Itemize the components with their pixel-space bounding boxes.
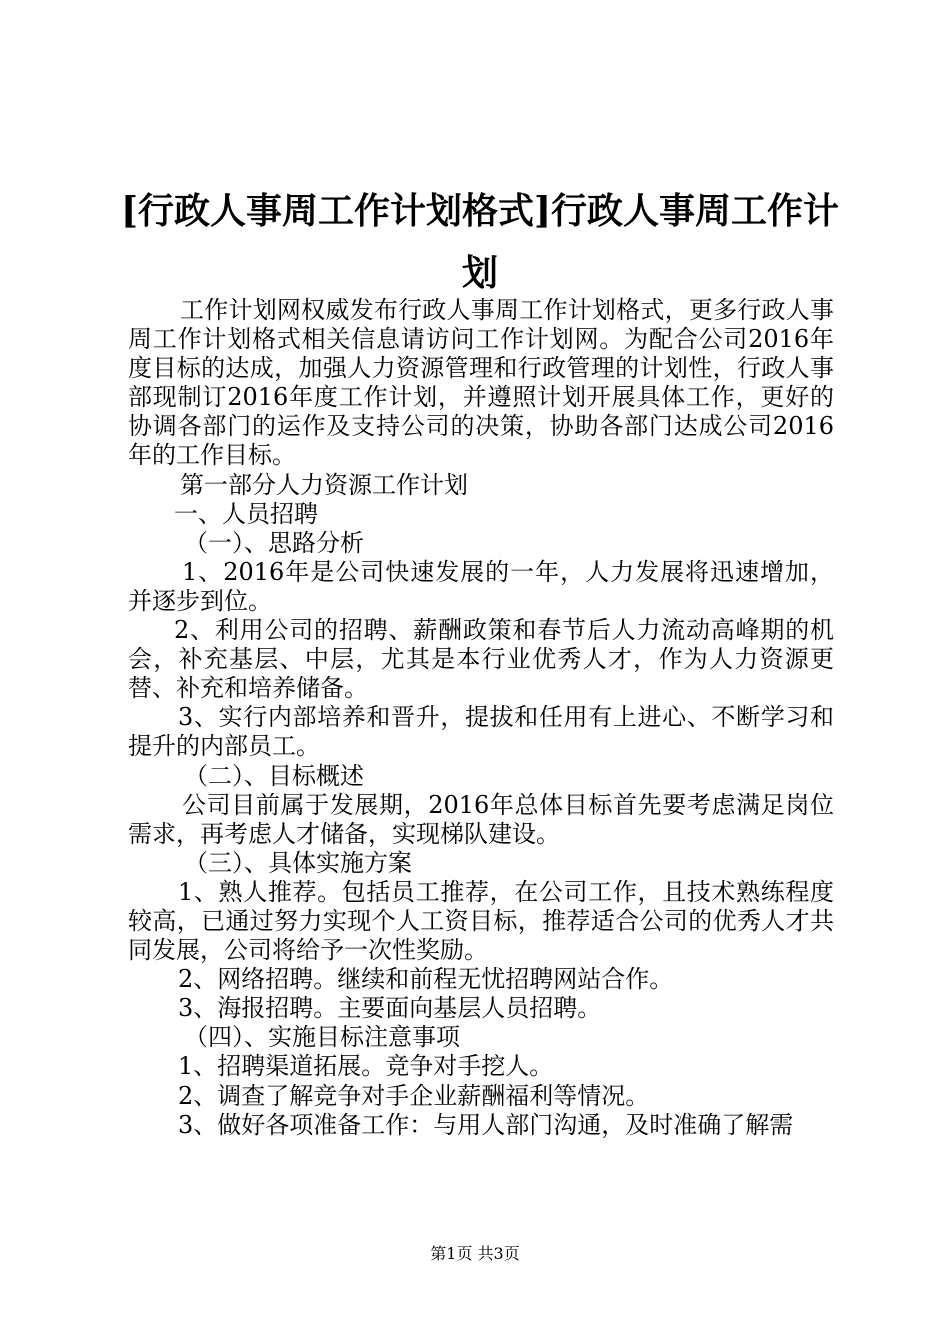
list-paragraph: 1、2016年是公司快速发展的一年，人力发展将迅速增加，并逐步到位。	[128, 557, 834, 615]
intro-paragraph: 工作计划网权威发布行政人事周工作计划格式，更多行政人事周工作计划格式相关信息请访问工作计划网。为配合公司2016年度目标的达成，加强人力资源管理和行政管理的计划性，行政人事部现制订2016年度工作计划，并遵照计划开展具体工作，更好的协调各部门的运作及支持公司的决策，协助各部门达成公司2016年的工作目标。	[128, 296, 834, 470]
list-paragraph: 2、调查了解竞争对手企业薪酬福利等情况。	[178, 1081, 650, 1110]
list-paragraph: 1、招聘渠道拓展。竞争对手挖人。	[178, 1052, 554, 1081]
section-heading: 一、人员招聘	[174, 499, 318, 528]
list-paragraph: 1、熟人推荐。包括员工推荐，在公司工作，且技术熟练程度较高，已通过努力实现个人工资目标，推荐适合公司的优秀人才共同发展，公司将给予一次性奖励。	[128, 877, 834, 965]
page-footer: 第1页 共3页	[430, 1244, 520, 1263]
list-paragraph: 3、实行内部培养和晋升，提拔和任用有上进心、不断学习和提升的内部员工。	[128, 703, 834, 761]
list-paragraph: 3、海报招聘。主要面向基层人员招聘。	[178, 994, 602, 1023]
body-paragraph: 公司目前属于发展期，2016年总体目标首先要考虑满足岗位需求，再考虑人才储备，实现梯队建设。	[128, 790, 834, 848]
list-paragraph: 2、利用公司的招聘、薪酬政策和春节后人力流动高峰期的机会，补充基层、中层，尤其是本行业优秀人才，作为人力资源更替、补充和培养储备。	[128, 616, 834, 703]
subsection-heading: （四）、实施目标注意事项	[184, 1023, 460, 1052]
document-body	[128, 296, 834, 1140]
subsection-heading: （二）、目标概述	[184, 761, 364, 790]
list-paragraph: 2、网络招聘。继续和前程无忧招聘网站合作。	[178, 965, 674, 994]
document-title: [行政人事周工作计划格式]行政人事周工作计划	[120, 190, 840, 294]
subsection-heading: （三）、具体实施方案	[184, 848, 412, 877]
subsection-heading: （一）、思路分析	[184, 528, 364, 557]
list-paragraph: 3、做好各项准备工作：与用人部门沟通，及时准确了解需	[178, 1110, 794, 1139]
part-heading: 第一部分人力资源工作计划	[180, 470, 468, 499]
